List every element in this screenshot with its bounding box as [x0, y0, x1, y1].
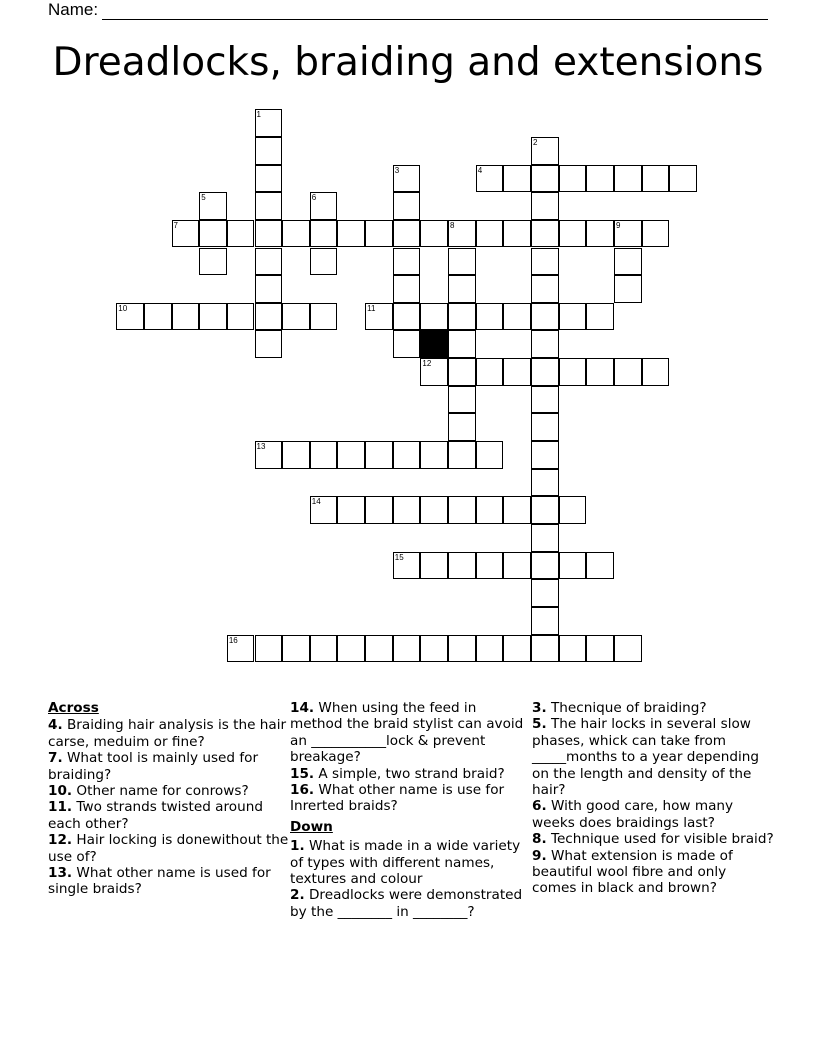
grid-cell[interactable]	[531, 220, 559, 248]
grid-cell[interactable]	[448, 386, 476, 414]
grid-cell[interactable]	[531, 607, 559, 635]
grid-cell[interactable]	[282, 220, 310, 248]
grid-cell[interactable]	[531, 524, 559, 552]
grid-cell[interactable]	[310, 635, 338, 663]
grid-cell[interactable]	[255, 275, 283, 303]
grid-cell[interactable]	[503, 635, 531, 663]
clue-text: What tool is mainly used for braiding?	[48, 750, 259, 783]
grid-cell[interactable]	[559, 496, 587, 524]
grid-cell[interactable]	[559, 165, 587, 193]
clue-num: 16.	[290, 782, 315, 799]
clue-num: 8.	[532, 831, 547, 848]
grid-cell[interactable]	[365, 303, 393, 331]
across-clue	[48, 750, 290, 783]
grid-cell[interactable]	[559, 220, 587, 248]
grid-cell[interactable]	[448, 330, 476, 358]
clue-text: What other name is use for Inrerted braids?	[290, 782, 505, 815]
clue-number: 10	[118, 303, 128, 313]
grid-cell[interactable]	[337, 220, 365, 248]
grid-cell[interactable]	[586, 635, 614, 663]
clue-number: 14	[311, 497, 321, 507]
clue-num: 10.	[48, 783, 73, 800]
grid-cell[interactable]	[393, 220, 421, 248]
grid-cell[interactable]	[531, 330, 559, 358]
grid-cell[interactable]	[255, 165, 283, 193]
grid-cell[interactable]	[476, 358, 504, 386]
clue-text: Thecnique of braiding?	[550, 700, 707, 716]
grid-cell[interactable]	[559, 552, 587, 580]
grid-cell[interactable]	[199, 303, 227, 331]
grid-cell[interactable]	[669, 165, 697, 193]
clue-text: Other name for conrows?	[76, 783, 249, 800]
grid-cell[interactable]	[476, 635, 504, 663]
clue-number: 15	[394, 552, 404, 562]
clue-number: 7	[173, 220, 178, 230]
clue-num: 5.	[532, 716, 547, 733]
grid-cell[interactable]	[531, 496, 559, 524]
clue-text: Two strands twisted around each other?	[48, 799, 263, 832]
across-heading: Across	[48, 700, 99, 716]
grid-cell[interactable]	[393, 441, 421, 469]
grid-cell[interactable]	[227, 220, 255, 248]
grid-cell[interactable]	[255, 330, 283, 358]
grid-cell[interactable]	[310, 220, 338, 248]
grid-cell[interactable]	[393, 275, 421, 303]
grid-cell[interactable]	[448, 441, 476, 469]
grid-cell[interactable]	[586, 552, 614, 580]
clue-num: 14.	[290, 700, 315, 716]
down-clue	[532, 798, 774, 831]
across-clue	[290, 782, 532, 815]
across-clue	[48, 832, 290, 865]
grid-cell[interactable]	[448, 275, 476, 303]
grid-cell[interactable]	[310, 441, 338, 469]
grid-cell[interactable]	[420, 496, 448, 524]
grid-cell[interactable]	[531, 137, 559, 165]
grid-cell[interactable]	[255, 192, 283, 220]
grid-cell[interactable]	[614, 635, 642, 663]
clue-text: Dreadlocks were demonstrated by the ________ in ________?	[290, 887, 523, 920]
down-clue	[532, 700, 774, 716]
grid-cell[interactable]	[393, 192, 421, 220]
clue-number: 4	[477, 165, 483, 175]
grid-cell[interactable]	[420, 635, 448, 663]
grid-cell[interactable]	[503, 358, 531, 386]
grid-cell[interactable]	[420, 441, 448, 469]
grid-cell[interactable]	[614, 165, 642, 193]
across-clue	[48, 783, 290, 799]
grid-cell[interactable]	[255, 303, 283, 331]
grid-cell[interactable]	[255, 248, 283, 276]
clue-text: Braiding hair analysis is the hair carse, meduim or fine?	[48, 717, 287, 750]
grid-cell[interactable]	[531, 192, 559, 220]
clue-num: 13.	[48, 865, 73, 882]
name-label: Name:	[48, 0, 99, 19]
down-clue	[532, 716, 774, 798]
grid-cell[interactable]	[531, 552, 559, 580]
grid-cell[interactable]	[503, 496, 531, 524]
clue-text: Technique used for visible braid?	[550, 831, 774, 848]
grid-cell[interactable]	[531, 579, 559, 607]
clue-number: 13	[256, 442, 266, 452]
clue-text: Hair locking is donewithout the use of?	[48, 832, 289, 865]
clue-num: 2.	[290, 887, 305, 904]
grid-cell[interactable]	[116, 303, 144, 331]
grid-cell[interactable]	[393, 165, 421, 193]
grid-cell[interactable]	[393, 496, 421, 524]
grid-cell[interactable]	[448, 552, 476, 580]
grid-cell[interactable]	[227, 303, 255, 331]
grid-cell[interactable]	[531, 358, 559, 386]
grid-cell[interactable]	[614, 248, 642, 276]
grid-cell[interactable]	[393, 330, 421, 358]
grid-cell[interactable]	[559, 303, 587, 331]
grid-cell[interactable]	[586, 165, 614, 193]
grid-cell[interactable]	[642, 165, 670, 193]
clue-num: 15.	[290, 765, 315, 782]
grid-cell[interactable]	[503, 303, 531, 331]
grid-cell[interactable]	[365, 441, 393, 469]
clue-number: 16	[228, 635, 238, 645]
grid-cell[interactable]	[448, 635, 476, 663]
clue-num: 4.	[48, 717, 63, 734]
grid-cell[interactable]	[255, 137, 283, 165]
grid-cell[interactable]	[365, 496, 393, 524]
grid-cell[interactable]	[310, 496, 338, 524]
grid-cell[interactable]	[255, 635, 283, 663]
grid-cell[interactable]	[365, 220, 393, 248]
grid-cell[interactable]	[614, 220, 642, 248]
grid-cell[interactable]	[448, 413, 476, 441]
grid-cell[interactable]	[531, 413, 559, 441]
grid-cell[interactable]	[503, 552, 531, 580]
grid-cell[interactable]	[255, 441, 283, 469]
clue-num: 7.	[48, 750, 63, 767]
clue-number: 5	[201, 193, 206, 203]
clues-column-1	[48, 700, 290, 898]
clues-column-3	[532, 700, 774, 897]
grid-cell[interactable]	[282, 635, 310, 663]
clue-text: With good care, how many weeks does braidings last?	[532, 798, 734, 831]
grid-cell[interactable]	[476, 165, 504, 193]
clue-text: A simple, two strand braid?	[318, 765, 505, 782]
grid-cell[interactable]	[337, 496, 365, 524]
grid-cell[interactable]	[255, 109, 283, 137]
grid-cell[interactable]	[531, 165, 559, 193]
grid-cell[interactable]	[586, 220, 614, 248]
grid-cell[interactable]	[476, 496, 504, 524]
clue-text: What is made in a wide variety of types with different names, textures and colour	[290, 838, 521, 888]
across-clue	[48, 865, 290, 898]
grid-cell[interactable]	[503, 165, 531, 193]
grid-cell[interactable]	[310, 248, 338, 276]
clue-num: 11.	[48, 799, 73, 816]
grid-cell[interactable]	[476, 441, 504, 469]
down-clue	[532, 831, 774, 847]
clue-text: What other name is used for single braids?	[48, 865, 271, 898]
clue-number: 9	[615, 220, 621, 230]
down-heading: Down	[290, 818, 333, 835]
grid-cell[interactable]	[337, 441, 365, 469]
clue-num: 1.	[290, 838, 305, 855]
clue-text: When using the feed in method the braid stylist can avoid an ___________lock & prevent breakage?	[290, 700, 524, 766]
grid-cell[interactable]	[172, 220, 200, 248]
clue-number: 8	[450, 220, 455, 230]
grid-cell[interactable]	[642, 220, 670, 248]
clue-num: 6.	[532, 798, 547, 815]
grid-cell[interactable]	[420, 303, 448, 331]
grid-cell[interactable]	[393, 552, 421, 580]
grid-cell[interactable]	[476, 552, 504, 580]
clue-number: 2	[533, 137, 538, 147]
grid-cell[interactable]	[227, 635, 255, 663]
grid-cell[interactable]	[531, 386, 559, 414]
grid-cell[interactable]	[531, 275, 559, 303]
clue-number: 11	[367, 303, 376, 313]
grid-cell[interactable]	[559, 358, 587, 386]
grid-cell[interactable]	[531, 635, 559, 663]
grid-cell[interactable]	[393, 635, 421, 663]
grid-cell[interactable]	[476, 220, 504, 248]
grid-cell[interactable]	[586, 303, 614, 331]
grid-cell[interactable]	[531, 248, 559, 276]
grid-cell[interactable]	[531, 441, 559, 469]
grid-cell[interactable]	[420, 358, 448, 386]
grid-cell[interactable]	[144, 303, 172, 331]
grid-cell[interactable]	[337, 635, 365, 663]
grid-cell[interactable]	[172, 303, 200, 331]
grid-cell[interactable]	[586, 358, 614, 386]
grid-cell[interactable]	[282, 441, 310, 469]
black-cell	[420, 330, 448, 358]
page-title: Dreadlocks, braiding and extensions	[52, 40, 764, 85]
grid-cell[interactable]	[448, 248, 476, 276]
grid-cell[interactable]	[503, 220, 531, 248]
down-clue	[532, 848, 774, 897]
grid-cell[interactable]	[310, 303, 338, 331]
grid-cell[interactable]	[448, 303, 476, 331]
across-clue	[48, 799, 290, 832]
clue-number: 3	[394, 165, 400, 175]
clue-num: 9.	[532, 847, 547, 864]
grid-cell[interactable]	[614, 358, 642, 386]
across-clue	[48, 717, 290, 750]
grid-cell[interactable]	[420, 220, 448, 248]
grid-cell[interactable]	[420, 552, 448, 580]
clues-column-2	[290, 700, 532, 920]
grid-cell[interactable]	[531, 303, 559, 331]
grid-cell[interactable]	[393, 303, 421, 331]
grid-cell[interactable]	[255, 220, 283, 248]
grid-cell[interactable]	[448, 358, 476, 386]
grid-cell[interactable]	[310, 192, 338, 220]
clue-number: 6	[311, 193, 317, 203]
grid-cell[interactable]	[365, 635, 393, 663]
grid-cell[interactable]	[199, 220, 227, 248]
grid-cell[interactable]	[393, 248, 421, 276]
down-clue	[290, 887, 532, 920]
clue-num: 3.	[532, 700, 547, 716]
grid-cell[interactable]	[282, 303, 310, 331]
clue-text: What extension is made of beautiful wool fibre and only comes in black and brown?	[532, 847, 733, 897]
clue-number: 1	[256, 110, 261, 120]
across-clue	[290, 700, 532, 766]
clue-number: 12	[422, 359, 432, 369]
grid-cell[interactable]	[642, 358, 670, 386]
grid-cell[interactable]	[476, 303, 504, 331]
grid-cell[interactable]	[199, 248, 227, 276]
clue-text: The hair locks in several slow phases, whick can take from _____months to a year depending on the length and density of the hair?	[532, 716, 760, 799]
grid-cell[interactable]	[448, 496, 476, 524]
grid-cell[interactable]	[199, 192, 227, 220]
grid-cell[interactable]	[448, 220, 476, 248]
grid-cell[interactable]	[531, 469, 559, 497]
clue-num: 12.	[48, 832, 73, 849]
down-clue	[290, 838, 532, 887]
grid-cell[interactable]	[614, 275, 642, 303]
across-clue	[290, 766, 532, 782]
grid-cell[interactable]	[559, 635, 587, 663]
